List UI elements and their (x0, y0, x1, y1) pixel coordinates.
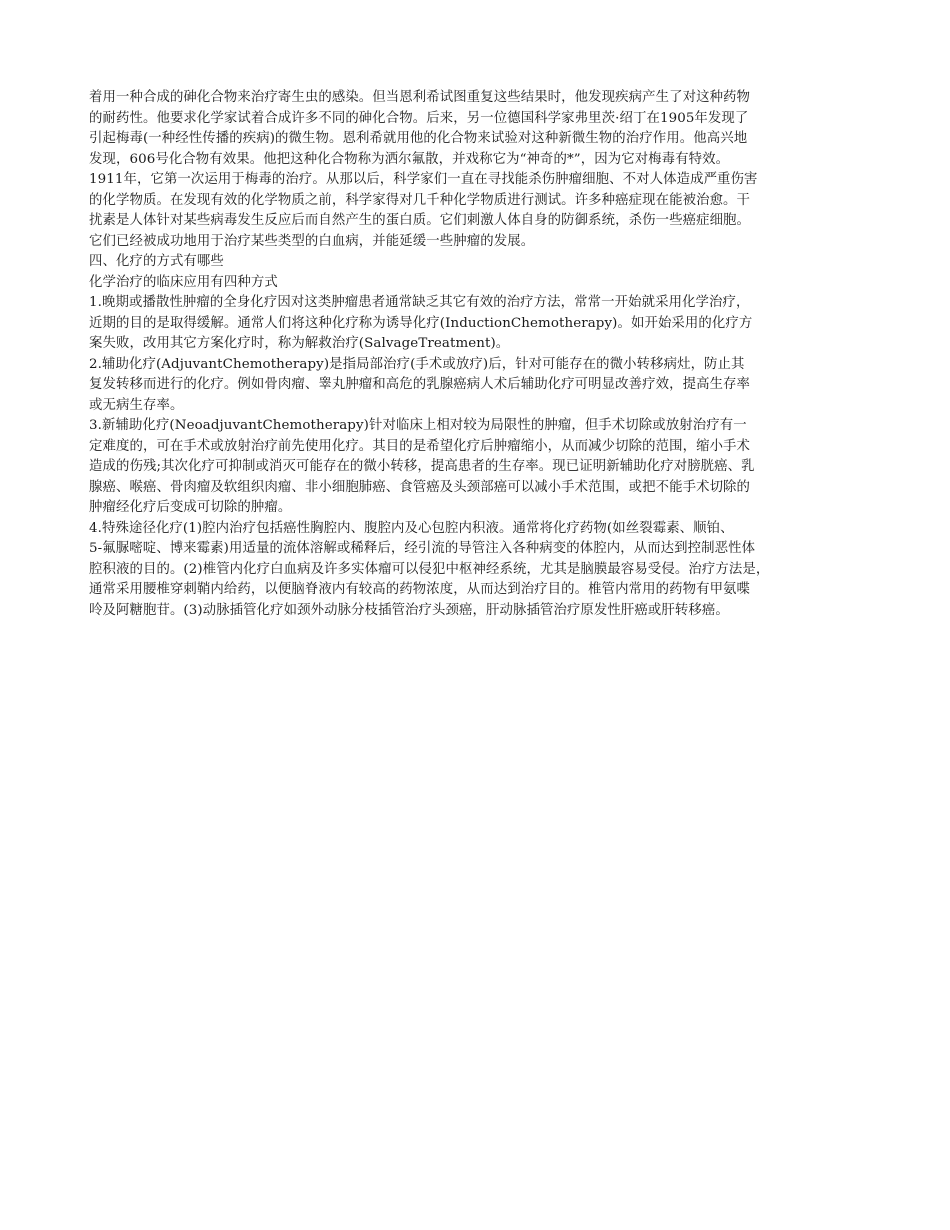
text-line: 腺癌、喉癌、骨肉瘤及软组织肉瘤、非小细胞肺癌、食管癌及头颈部癌可以减小手术范围，或把不能手术切除的 (89, 479, 751, 495)
text-line: 近期的目的是取得缓解。通常人们将这种化疗称为诱导化疗(InductionChemotherapy)。如开始采用的化疗方 (89, 315, 753, 331)
text-line: 3.新辅助化疗(NeoadjuvantChemotherapy)针对临床上相对较为局限性的肿瘤，但手术切除或放射治疗有一 (89, 418, 747, 433)
text-line: 或无病生存率。 (89, 397, 184, 413)
text-line: 案失败，改用其它方案化疗时，称为解救治疗(SalvageTreatment)。 (89, 336, 510, 351)
text-line: 1.晚期或播散性肿瘤的全身化疗因对这类肿瘤患者通常缺乏其它有效的治疗方法，常常一开始就采用化学治疗， (89, 295, 750, 310)
text-line: 2.辅助化疗(AdjuvantChemotherapy)是指局部治疗(手术或放疗)后，针对可能存在的微小转移病灶，防止其 (89, 356, 745, 372)
text-line: 它们已经被成功地用于治疗某些类型的白血病，并能延缓一些肿瘤的发展。 (89, 233, 535, 249)
text-line: 呤及阿糖胞苷。(3)动脉插管化疗如颈外动脉分枝插管治疗头颈癌，肝动脉插管治疗原发性肝癌或肝转移癌。 (89, 602, 729, 618)
text-line: 通常采用腰椎穿刺鞘内给药，以便脑脊液内有较高的药物浓度，从而达到治疗目的。椎管内常用的药物有甲氨喋 (89, 582, 751, 597)
text-line: 4.特殊途径化疗(1)腔内治疗包括癌性胸腔内、腹腔内及心包腔内积液。通常将化疗药物(如丝裂霉素、顺铂、 (89, 520, 734, 536)
text-line: 造成的伤残;其次化疗可抑制或消灭可能存在的微小转移，提高患者的生存率。现已证明新辅助化疗对膀胱癌、乳 (89, 459, 755, 474)
text-line: 发现，606号化合物有效果。他把这种化合物称为洒尔氟散，并戏称它为“神奇的*”，因为它对梅毒有特效。 (89, 151, 730, 167)
text-line: 引起梅毒(一种经性传播的疾病)的微生物。恩利希就用他的化合物来试验对这种新微生物的治疗作用。他高兴地 (89, 131, 748, 146)
section-subheading: 化学治疗的临床应用有四种方式 (89, 274, 278, 290)
text-line: 定难度的，可在手术或放射治疗前先使用化疗。其目的是希望化疗后肿瘤缩小，从而减少切除的范围，缩小手术 (89, 438, 751, 454)
text-line: 扰素是人体针对某些病毒发生反应后而自然产生的蛋白质。它们刺激人体自身的防御系统，杀伤一些癌症细胞。 (89, 213, 751, 228)
text-line: 的耐药性。他要求化学家试着合成许多不同的砷化合物。后来，另一位德国科学家弗里茨·绍丁在1905年发现了 (89, 110, 749, 126)
text-line: 1911年，它第一次运用于梅毒的治疗。从那以后，科学家们一直在寻找能杀伤肿瘤细胞、不对人体造成严重伤害 (89, 172, 758, 187)
text-line: 5-氟脲嘧啶、博来霉素)用适量的流体溶解或稀释后，经引流的导管注入各种病变的体腔内，从而达到控制恶性体 (89, 541, 756, 556)
text-line: 复发转移而进行的化疗。例如骨肉瘤、睾丸肿瘤和高危的乳腺癌病人术后辅助化疗可明显改善疗效，提高生存率 (89, 377, 751, 392)
text-line: 的化学物质。在发现有效的化学物质之前，科学家得对几千种化学物质进行测试。许多种癌症现在能被治愈。干 (89, 192, 751, 208)
text-line: 肿瘤经化疗后变成可切除的肿瘤。 (89, 500, 292, 515)
text-line: 腔积液的目的。(2)椎管内化疗白血病及许多实体瘤可以侵犯中枢神经系统，尤其是脑膜最容易受侵。治疗方法是， (89, 561, 770, 577)
section-heading: 四、化疗的方式有哪些 (89, 254, 224, 269)
document-body (89, 88, 879, 621)
text-line: 着用一种合成的砷化合物来治疗寄生虫的感染。但当恩利希试图重复这些结果时，他发现疾病产生了对这种药物 (89, 90, 751, 105)
